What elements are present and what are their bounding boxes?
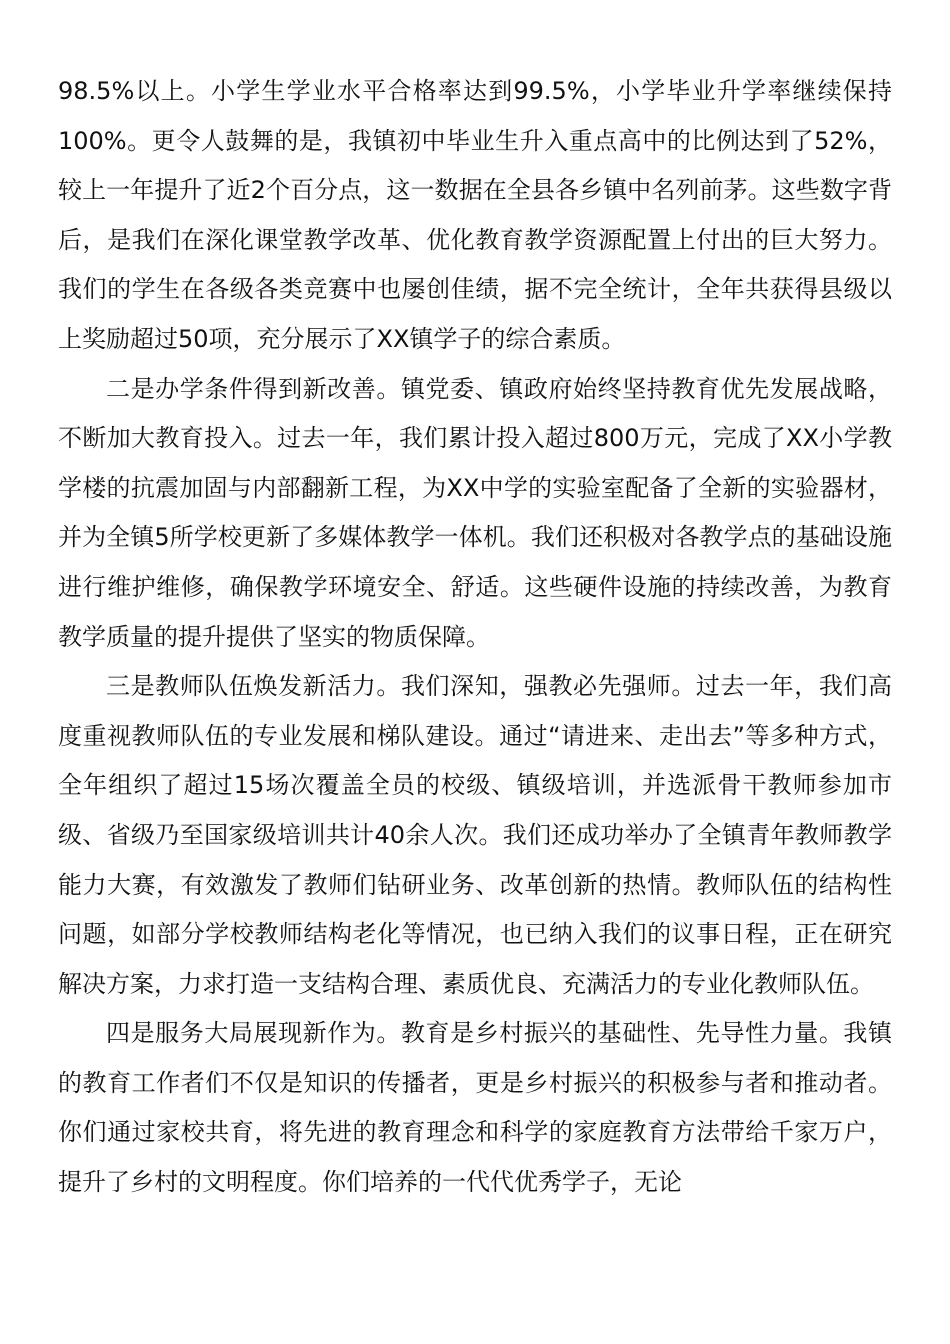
document-body bbox=[58, 67, 892, 1208]
paragraph-serving-overall: 四是服务大局展现新作为。教育是乡村振兴的基础性、先导性力量。我镇的教育工作者们不仅是知识的传播者，更是乡村振兴的积极参与者和推动者。你们通过家校共育，将先进的教育理念和科学的家庭教育方法带给千家万户，提升了乡村的文明程度。你们培养的一代代优秀学子，无论 bbox=[58, 1019, 892, 1197]
paragraph-continuation: 98.5%以上。小学生学业水平合格率达到99.5%，小学毕业升学率继续保持100%。更令人鼓舞的是，我镇初中毕业生升入重点高中的比例达到了52%，较上一年提升了近2个百分点，这一数据在全县各乡镇中名列前茅。这些数字背后，是我们在深化课堂教学改革、优化教育教学资源配置上付出的巨大努力。我们的学生在各级各类竞赛中也屡创佳绩，据不完全统计，全年共获得县级以上奖励超过50项，充分展示了XX镇学子的综合素质。 bbox=[58, 77, 892, 353]
paragraph-school-conditions: 二是办学条件得到新改善。镇党委、镇政府始终坚持教育优先发展战略，不断加大教育投入。过去一年，我们累计投入超过800万元，完成了XX小学教学楼的抗震加固与内部翻新工程，为XX中学的实验室配备了全新的实验器材，并为全镇5所学校更新了多媒体教学一体机。我们还积极对各教学点的基础设施进行维护维修，确保教学环境安全、舒适。这些硬件设施的持续改善，为教育教学质量的提升提供了坚实的物质保障。 bbox=[58, 374, 892, 651]
paragraph-teacher-team: 三是教师队伍焕发新活力。我们深知，强教必先强师。过去一年，我们高度重视教师队伍的专业发展和梯队建设。通过“请进来、走出去”等多种方式，全年组织了超过15场次覆盖全员的校级、镇级培训，并选派骨干教师参加市级、省级乃至国家级培训共计40余人次。我们还成功举办了全镇青年教师教学能力大赛，有效激发了教师们钻研业务、改革创新的热情。教师队伍的结构性问题，如部分学校教师结构老化等情况，也已纳入我们的议事日程，正在研究解决方案，力求打造一支结构合理、素质优良、充满活力的专业化教师队伍。 bbox=[58, 672, 892, 998]
